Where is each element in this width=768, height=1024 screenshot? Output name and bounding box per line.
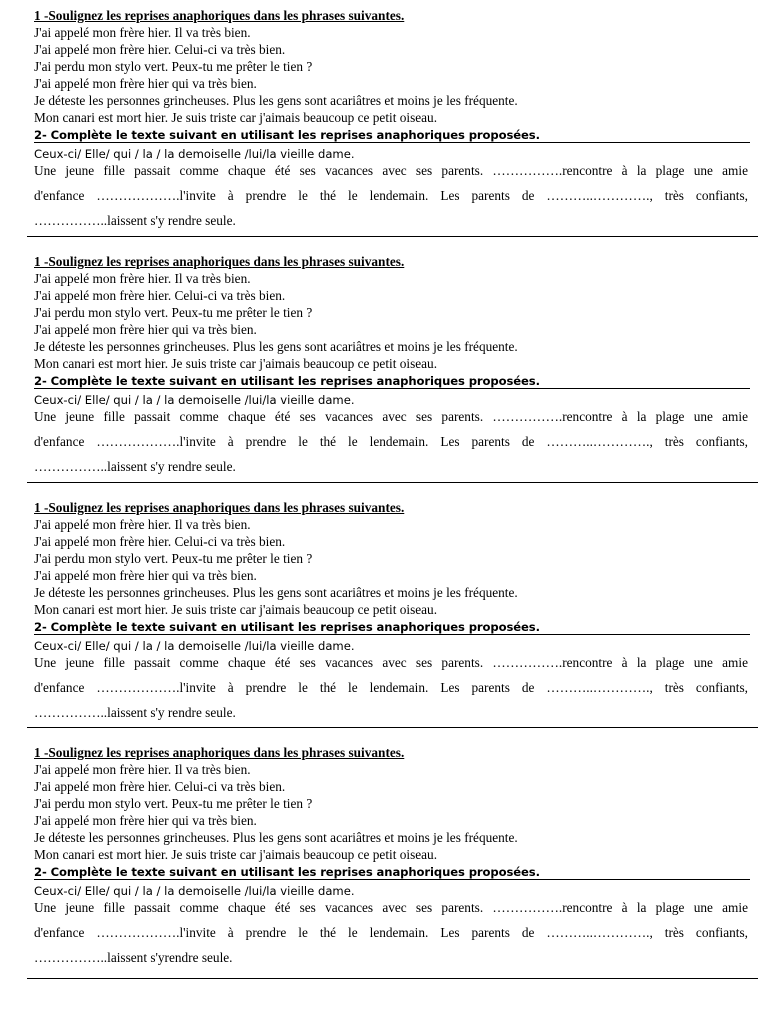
fill-in-paragraph-line: ……………..laissent s'y rendre seule. — [34, 213, 236, 228]
fill-in-paragraph-line: d'enfance ……………….l'invite à prendre le thé le lendemain. Les parents de ………..…………., très confiants, — [34, 188, 748, 203]
sentence: J'ai appelé mon frère hier. Celui-ci va très bien. — [34, 779, 286, 794]
exercise-1-heading: 1 -Soulignez les reprises anaphoriques dans les phrases suivantes. — [34, 254, 405, 269]
fill-in-paragraph-line: d'enfance ……………….l'invite à prendre le thé le lendemain. Les parents de ………..…………., très confiants, — [34, 680, 748, 695]
fill-in-paragraph-line: Une jeune fille passait comme chaque été ses vacances avec ses parents. …………….rencontre à la plage une amie — [34, 163, 748, 178]
sentence: J'ai appelé mon frère hier. Celui-ci va très bien. — [34, 42, 286, 57]
fill-in-paragraph-line: d'enfance ……………….l'invite à prendre le thé le lendemain. Les parents de ………..…………., très confiants, — [34, 925, 748, 940]
fill-in-paragraph-line: Une jeune fille passait comme chaque été ses vacances avec ses parents. …………….rencontre à la plage une amie — [34, 655, 748, 670]
heading-rule — [34, 388, 750, 389]
sentence: J'ai appelé mon frère hier. Il va très bien. — [34, 517, 251, 532]
exercise-1-heading: 1 -Soulignez les reprises anaphoriques dans les phrases suivantes. — [34, 8, 405, 23]
sentence: J'ai perdu mon stylo vert. Peux-tu me prêter le tien ? — [34, 305, 313, 320]
worksheet-divider — [27, 727, 758, 728]
fill-in-paragraph-line: ……………..laissent s'y rendre seule. — [34, 705, 236, 720]
sentence: J'ai appelé mon frère hier qui va très bien. — [34, 813, 257, 828]
worksheet-divider — [27, 236, 758, 237]
sentence: Mon canari est mort hier. Je suis triste car j'aimais beaucoup ce petit oiseau. — [34, 602, 438, 617]
fill-in-paragraph-line: Une jeune fille passait comme chaque été ses vacances avec ses parents. …………….rencontre à la plage une amie — [34, 409, 748, 424]
heading-rule — [34, 634, 750, 635]
worksheet-divider — [27, 482, 758, 483]
fill-in-paragraph-line: ……………..laissent s'y rendre seule. — [34, 459, 236, 474]
sentence: Je déteste les personnes grincheuses. Plus les gens sont acariâtres et moins je les fréquente. — [34, 339, 518, 354]
exercise-2-heading: 2- Complète le texte suivant en utilisant les reprises anaphoriques proposées. — [34, 128, 540, 142]
sentence: J'ai appelé mon frère hier. Il va très bien. — [34, 25, 251, 40]
sentence: J'ai perdu mon stylo vert. Peux-tu me prêter le tien ? — [34, 59, 313, 74]
sentence: Mon canari est mort hier. Je suis triste car j'aimais beaucoup ce petit oiseau. — [34, 847, 438, 862]
sentence: Je déteste les personnes grincheuses. Plus les gens sont acariâtres et moins je les fréquente. — [34, 585, 518, 600]
sentence: J'ai appelé mon frère hier qui va très bien. — [34, 568, 257, 583]
exercise-1-heading: 1 -Soulignez les reprises anaphoriques dans les phrases suivantes. — [34, 500, 405, 515]
fill-in-paragraph-line: Une jeune fille passait comme chaque été ses vacances avec ses parents. …………….rencontre à la plage une amie — [34, 900, 748, 915]
sentence: J'ai appelé mon frère hier qui va très bien. — [34, 322, 257, 337]
word-bank: Ceux-ci/ Elle/ qui / la / la demoiselle /lui/la vieille dame. — [34, 884, 355, 898]
sentence: Je déteste les personnes grincheuses. Plus les gens sont acariâtres et moins je les fréquente. — [34, 93, 518, 108]
sentence: J'ai appelé mon frère hier qui va très bien. — [34, 76, 257, 91]
sentence: J'ai appelé mon frère hier. Celui-ci va très bien. — [34, 288, 286, 303]
sentence: J'ai appelé mon frère hier. Il va très bien. — [34, 762, 251, 777]
word-bank: Ceux-ci/ Elle/ qui / la / la demoiselle /lui/la vieille dame. — [34, 393, 355, 407]
sentence: Je déteste les personnes grincheuses. Plus les gens sont acariâtres et moins je les fréquente. — [34, 830, 518, 845]
fill-in-paragraph-line: ……………..laissent s'yrendre seule. — [34, 950, 233, 965]
sentence: J'ai perdu mon stylo vert. Peux-tu me prêter le tien ? — [34, 796, 313, 811]
word-bank: Ceux-ci/ Elle/ qui / la / la demoiselle /lui/la vieille dame. — [34, 147, 355, 161]
sentence: J'ai appelé mon frère hier. Il va très bien. — [34, 271, 251, 286]
worksheet-divider — [27, 978, 758, 979]
exercise-1-heading: 1 -Soulignez les reprises anaphoriques dans les phrases suivantes. — [34, 745, 405, 760]
sentence: J'ai perdu mon stylo vert. Peux-tu me prêter le tien ? — [34, 551, 313, 566]
heading-rule — [34, 879, 750, 880]
heading-rule — [34, 142, 750, 143]
exercise-2-heading: 2- Complète le texte suivant en utilisant les reprises anaphoriques proposées. — [34, 620, 540, 634]
word-bank: Ceux-ci/ Elle/ qui / la / la demoiselle /lui/la vieille dame. — [34, 639, 355, 653]
exercise-2-heading: 2- Complète le texte suivant en utilisant les reprises anaphoriques proposées. — [34, 374, 540, 388]
fill-in-paragraph-line: d'enfance ……………….l'invite à prendre le thé le lendemain. Les parents de ………..…………., très confiants, — [34, 434, 748, 449]
sentence: Mon canari est mort hier. Je suis triste car j'aimais beaucoup ce petit oiseau. — [34, 110, 438, 125]
exercise-2-heading: 2- Complète le texte suivant en utilisant les reprises anaphoriques proposées. — [34, 865, 540, 879]
sentence: J'ai appelé mon frère hier. Celui-ci va très bien. — [34, 534, 286, 549]
sentence: Mon canari est mort hier. Je suis triste car j'aimais beaucoup ce petit oiseau. — [34, 356, 438, 371]
